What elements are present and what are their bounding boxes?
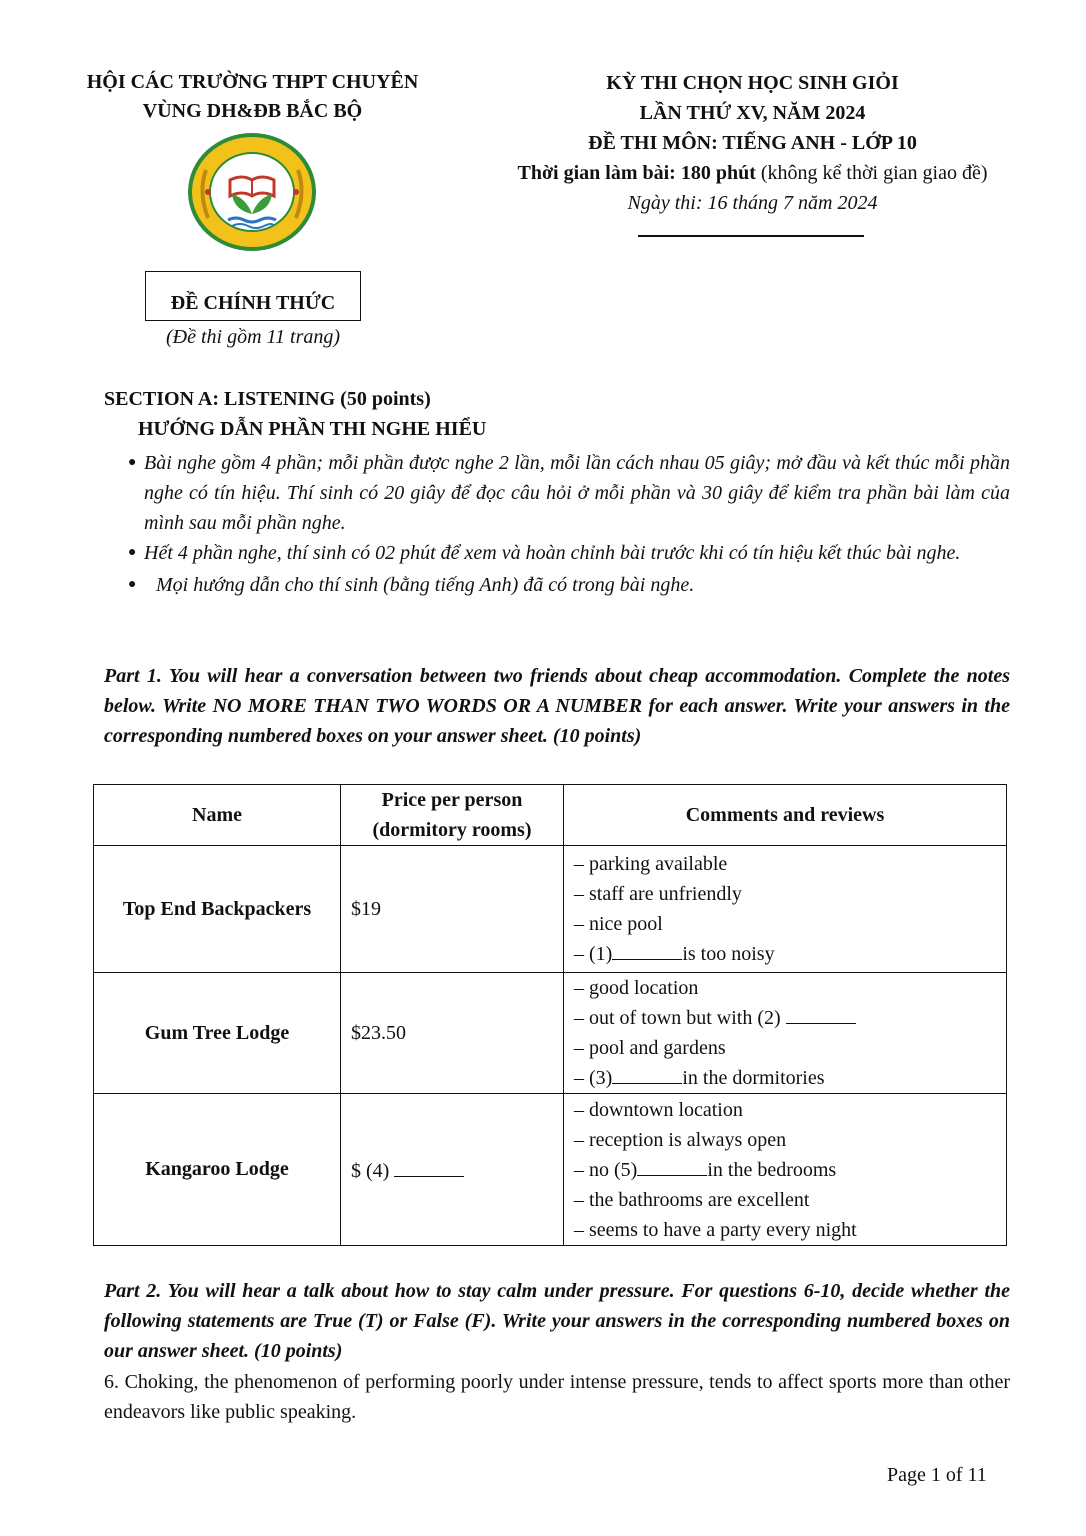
accommodation-price: $23.50	[341, 973, 564, 1094]
answer-blank-2	[786, 1003, 856, 1024]
comment-item: – staff are unfriendly	[574, 883, 742, 905]
comment-item: – (1) is too noisy	[574, 939, 996, 969]
exam-duration-note: (không kể thời gian giao đề)	[755, 162, 988, 184]
official-exam-label: ĐỀ CHÍNH THỨC	[170, 292, 336, 314]
part1-instructions: Part 1. You will hear a conversation between two friends about cheap accommodation. Complete the notes below. Write NO MORE THAN TWO WORDS OR A NUMBER for each answer. Write your answers in the corresponding numbered boxes on your answer sheet. (10 points)	[104, 665, 1010, 747]
table-row	[94, 1094, 1007, 1246]
comment-item: – nice pool	[574, 913, 663, 935]
association-logo	[184, 130, 320, 254]
answer-blank-4	[394, 1156, 464, 1177]
exam-header	[480, 68, 1025, 218]
comment-item: – reception is always open	[574, 1128, 787, 1151]
answer-blank-5	[637, 1155, 707, 1176]
accommodation-name: Kangaroo Lodge	[94, 1094, 341, 1246]
bullet-icon: ●	[128, 545, 137, 560]
comment-item: – pool and gardens	[574, 1037, 726, 1059]
comment-item: – (3) in the dormitories	[574, 1063, 996, 1093]
comment-item: – parking available	[574, 853, 728, 875]
answer-blank-3	[612, 1063, 682, 1084]
accommodation-name: Gum Tree Lodge	[94, 973, 341, 1094]
question-6: 6. Choking, the phenomenon of performing poorly under intense pressure, tends to affect sports more than other endeavors like public speaking.	[104, 1371, 1010, 1423]
part2-instructions: Part 2. You will hear a talk about how to stay calm under pressure. For questions 6-10, decide whether the following statements are True (T) or False (F). Write your answers in the corresponding numbered boxes on our answer sheet. (10 points)	[104, 1280, 1010, 1362]
exam-date: Ngày thi: 16 tháng 7 năm 2024	[627, 192, 878, 214]
column-header-name: Name	[94, 785, 341, 846]
accommodation-comments	[564, 1094, 1007, 1246]
school-association-header	[60, 68, 445, 126]
table-row	[94, 846, 1007, 973]
comment-item: – seems to have a party every night	[574, 1218, 857, 1241]
comment-item: – out of town but with (2)	[574, 1003, 996, 1033]
comment-item: – downtown location	[574, 1098, 743, 1121]
column-header-price: Price per person (dormitory rooms)	[341, 785, 564, 846]
list-item: ● Bài nghe gồm 4 phần; mỗi phần được nghe 2 lần, mỗi lần cách nhau 05 giây; mở đầu và kết thúc mỗi phần nghe có tín hiệu. Thí sinh có 20 giây để đọc câu hỏi ở mỗi phần và 30 giây để kiểm tra phần bài làm của mình sau mỗi phần nghe.	[126, 448, 1010, 538]
instruction-heading: HƯỚNG DẪN PHẦN THI NGHE HIỂU	[138, 418, 487, 440]
table-row	[94, 973, 1007, 1094]
table-header-row	[94, 785, 1007, 846]
accommodation-comments	[564, 846, 1007, 973]
official-exam-box	[145, 271, 361, 321]
answer-blank-1	[612, 939, 682, 960]
exam-edition: LẦN THỨ XV, NĂM 2024	[639, 102, 866, 124]
section-title: SECTION A: LISTENING (50 points)	[104, 388, 431, 410]
comment-item: – good location	[574, 977, 699, 999]
instruction-list	[126, 448, 1010, 600]
association-name: HỘI CÁC TRƯỜNG THPT CHUYÊN	[86, 71, 419, 93]
bullet-icon: ●	[128, 455, 137, 470]
accommodation-notes-table	[93, 784, 1007, 1246]
accommodation-price: $19	[341, 846, 564, 973]
region-name: VÙNG DH&ĐB BẮC BỘ	[142, 100, 363, 122]
column-header-comments: Comments and reviews	[564, 785, 1007, 846]
accommodation-name: Top End Backpackers	[94, 846, 341, 973]
header-divider	[638, 235, 864, 237]
page-count-note: (Đề thi gồm 11 trang)	[165, 326, 341, 348]
accommodation-comments	[564, 973, 1007, 1094]
exam-subject: ĐỀ THI MÔN: TIẾNG ANH - LỚP 10	[588, 132, 917, 154]
accommodation-price: $ (4)	[341, 1094, 564, 1246]
logo-emblem-icon	[184, 130, 320, 254]
list-item: ● Hết 4 phần nghe, thí sinh có 02 phút để xem và hoàn chỉnh bài trước khi có tín hiệu kết thúc bài nghe.	[126, 538, 1010, 568]
exam-duration	[480, 158, 1025, 188]
page-number: Page 1 of 11	[887, 1464, 987, 1486]
comment-item: – no (5) in the bedrooms	[574, 1155, 996, 1185]
list-item: ● Mọi hướng dẫn cho thí sinh (bằng tiếng Anh) đã có trong bài nghe.	[126, 570, 1010, 600]
comment-item: – the bathrooms are excellent	[574, 1188, 810, 1211]
exam-name: KỲ THI CHỌN HỌC SINH GIỎI	[606, 72, 899, 94]
bullet-icon: ●	[128, 577, 137, 592]
exam-duration-label: Thời gian làm bài: 180 phút	[517, 162, 756, 184]
